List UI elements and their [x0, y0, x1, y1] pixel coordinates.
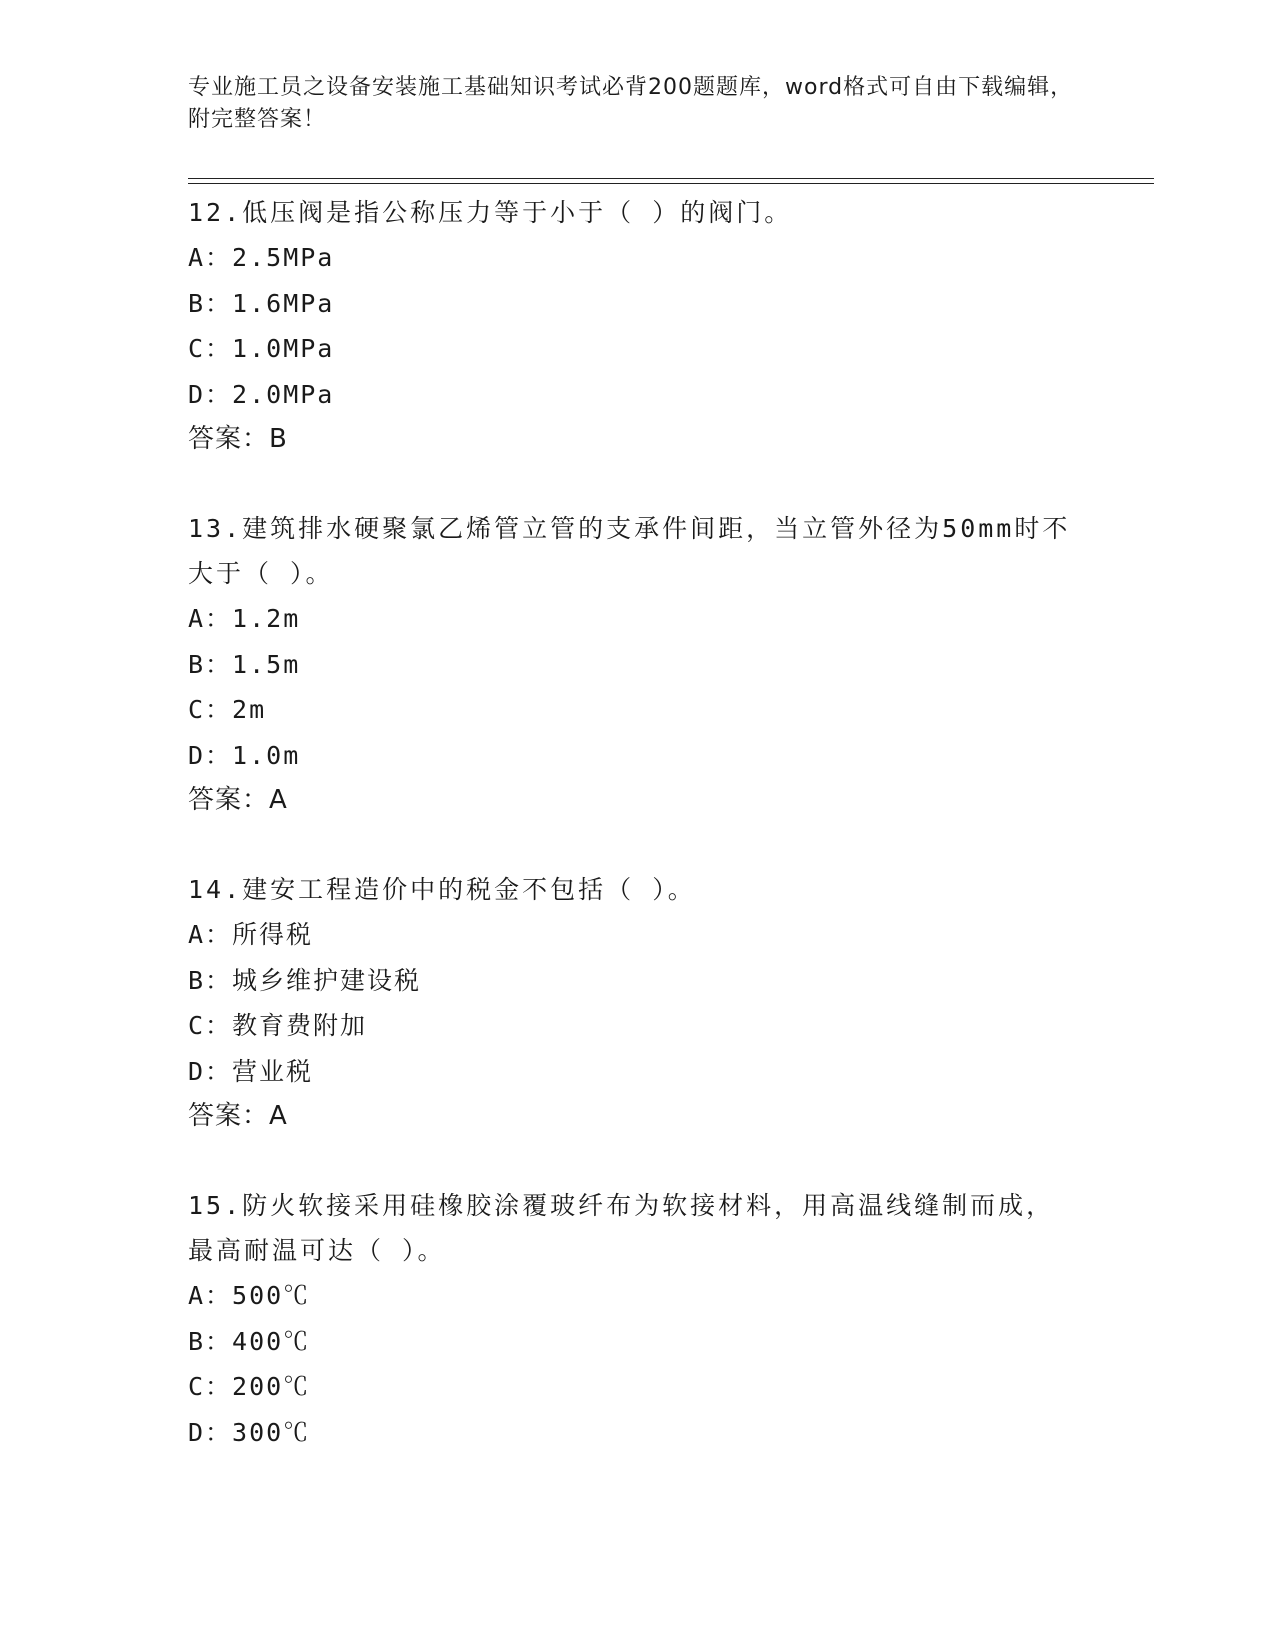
- option-a: A：500℃: [188, 1281, 311, 1310]
- option-b: B：1.5m: [188, 649, 301, 679]
- header-divider-top: [188, 178, 1154, 179]
- option-c: C：教育费附加: [188, 1011, 368, 1040]
- document-header: 专业施工员之设备安装施工基础知识考试必背200题题库，word格式可自由下载编辑，附完整答案！: [188, 75, 1074, 132]
- option-a: A：所得税: [188, 920, 314, 949]
- option-d: D：1.0m: [188, 740, 301, 770]
- header-divider-bottom: [188, 183, 1154, 184]
- option-d: D：300℃: [188, 1417, 311, 1447]
- option-d: D：2.0MPa: [188, 379, 335, 409]
- option-a: A：2.5MPa: [188, 243, 335, 272]
- option-b: B：1.6MPa: [188, 288, 335, 318]
- option-b: B：城乡维护建设税: [188, 965, 422, 995]
- question-12: [188, 190, 1148, 462]
- question-stem: 15.防火软接采用硅橡胶涂覆玻纤布为软接材料，用高温线缝制而成，最高耐温可达（ ）。: [188, 1191, 1055, 1265]
- question-14: [188, 867, 1148, 1139]
- answer-line: 答案：A: [188, 785, 288, 815]
- question-stem: 12.低压阀是指公称压力等于小于（ ）的阀门。: [188, 198, 793, 227]
- question-15: [188, 1183, 1148, 1455]
- option-c: C：2m: [188, 695, 267, 724]
- option-a: A：1.2m: [188, 604, 301, 633]
- question-stem: 14.建安工程造价中的税金不包括（ ）。: [188, 875, 696, 904]
- question-list: [188, 190, 1148, 1499]
- option-b: B：400℃: [188, 1326, 311, 1356]
- answer-line: 答案：A: [188, 1101, 288, 1131]
- question-stem: 13.建筑排水硬聚氯乙烯管立管的支承件间距，当立管外径为50mm时不大于（ ）。: [188, 514, 1071, 588]
- option-c: C：200℃: [188, 1372, 311, 1401]
- option-d: D：营业税: [188, 1056, 314, 1086]
- question-13: [188, 506, 1148, 823]
- answer-line: 答案：B: [188, 424, 288, 454]
- option-c: C：1.0MPa: [188, 334, 335, 363]
